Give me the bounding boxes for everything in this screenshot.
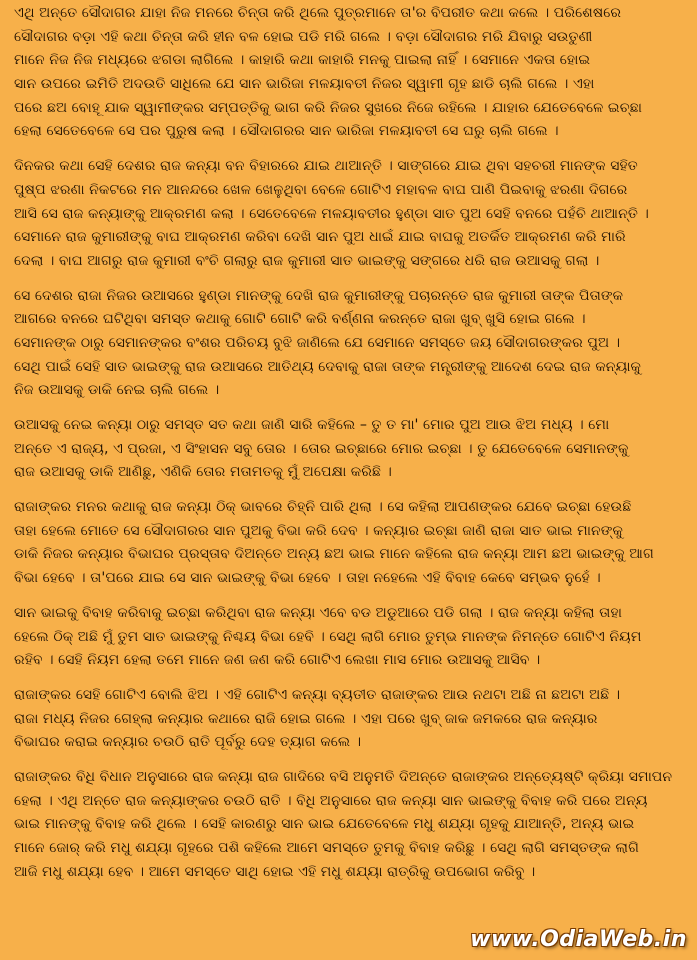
paragraph-line: ରାଜ ଉଆସକୁ ଡାକି ଆଣିଛୁ, ଏଣିକି ତୋର ମତାମତକୁ ମୁଁ ଅପେକ୍ଷା କରିଛି ।: [14, 464, 392, 481]
story-paragraph: [14, 2, 686, 144]
paragraph-line: ମାନେ ଜୋର୍ କରି ମଧୁ ଶଯ୍ୟା ଗୃହରେ ପଶି କହିଲେ ଆମେ ସମସ୍ତେ ତୁମକୁ ବିବାହ କରିଛୁ । ସେଥି ଲାଗି ସମସ୍ତଙ୍କ ଲାଗି: [14, 840, 640, 856]
story-paragraph: [14, 414, 686, 485]
paragraph-line: ହେଲା ସେତେବେଳେ ସେ ପର ପୁରୁଷ କଲା । ସୌଦାଗରର ସାନ ଭାରିଜା ମଳୟାବତୀ ସେ ଘରୁ ଚାଲି ଗଲେ ।: [14, 123, 559, 140]
paragraph-line: ସାନ ଉପରେ ଇମିତି ଅଦଉତି ସାଧିଲେ ଯେ ସାନ ଭାରିଜା ମଳୟାବତୀ ନିଜର ସ୍ୱାମୀ ଗୃହ ଛାଡି ଚାଲି ଗଲେ । ଏହା: [14, 76, 595, 93]
story-paragraph: [14, 285, 686, 403]
story-paragraph: [14, 496, 686, 591]
paragraph-line: ସେମାନଙ୍କ ଠାରୁ ସେମାନଙ୍କର ବଂଶର ପରିଚୟ ବୁଝି ଜାଣିଲେ ଯେ ସେମାନେ ସମସ୍ତେ ଜୟ ସୌଦାଗରଙ୍କର ପୁଅ ।: [14, 334, 621, 351]
paragraph-line: ଦେଲା । ବାଘ ଆଗରୁ ରାଜ କୁମାରୀ ବଂଚି ଗଲାରୁ ରାଜ କୁମାରୀ ସାତ ଭାଇଙ୍କୁ ସଙ୍ଗରେ ଧରି ରାଜ ଉଆସକୁ ଗଲା ।: [14, 252, 600, 269]
paragraph-line: ରହିବ । ସେହି ନିୟମ ହେଲା ତମେ ମାନେ ଜଣ ଜଣ କରି ଗୋଟିଏ ଲେଖା ମାସ ମୋର ଉଆସକୁ ଆସିବ ।: [14, 652, 541, 669]
story-paragraph: [14, 155, 686, 273]
paragraph-line: ଡାକି ନିଜର କନ୍ୟାର ବିଭାଘର ପ୍ରସ୍ତାବ ଦିଅନ୍ତେ ଅନ୍ୟ ଛଅ ଭାଇ ମାନେ କହିଲେ ରାଜ କନ୍ୟା ଆମ ଛଅ ଭାଇଙ୍କୁ ଆଗ: [14, 546, 654, 563]
paragraph-line: ବିଭାଘର କରାଇ କନ୍ୟାର ଚଉଠି ରାତି ପୂର୍ବରୁ ଦେହ ତ୍ୟାଗ କଲେ ।: [14, 734, 362, 751]
paragraph-line: ପୁଷ୍ପ ଝରଣା ନିକଟରେ ମନ ଆନନ୍ଦରେ ଖେଳ ଖେଳୁଥିବା ବେଳେ ଗୋଟିଏ ମହାବଳ ବାଘ ପାଣି ପିଇବାକୁ ଝରଣା ଦିଗରେ: [14, 181, 628, 198]
paragraph-line: ଆଜି ମଧୁ ଶଯ୍ୟା ହେବ । ଆମେ ସମସ୍ତେ ସାଥି ହୋଇ ଏହି ମଧୁ ଶଯ୍ୟା ରାତ୍ରିକୁ ଉପଭୋଗ କରିବୁ ।: [14, 863, 536, 880]
paragraph-line: ସେଥି ପାଇଁ ସେହି ସାତ ଭାଇଙ୍କୁ ରାଜ ଉଆସରେ ଆତିଥ୍ୟ ଦେବାକୁ ରାଜା ତାଙ୍କ ମନ୍ତ୍ରୀଙ୍କୁ ଆଦେଶ ଦେଇ ରାଜ କନ୍ୟାକୁ: [14, 358, 642, 375]
paragraph-line: ହେଲେ ଠିକ୍ ଅଛି ମୁଁ ତୁମ ସାତ ଭାଇଙ୍କୁ ନିଶ୍ଚୟ ବିଭା ହେବି । ସେଥି ଲାଗି ମୋର ତୁମ୍ଭ ମାନଙ୍କ ନିମନ୍ତେ ଗୋଟିଏ ନିୟମ: [14, 628, 642, 645]
paragraph-line: ରାଜାଙ୍କର ବିଧି ବିଧାନ ଅନୁସାରେ ରାଜ କନ୍ୟା ରାଜ ଗାଦିରେ ବସି ଅନୁମତି ଦିଅନ୍ତେ ରାଜାଙ୍କର ଅନ୍ତ୍ୟେଷ୍ଟି କ୍ରିୟା ସମାପନ: [14, 768, 673, 785]
paragraph-line: ଅନ୍ତେ ଏ ରାଜ୍ୟ, ଏ ପ୍ରଜା, ଏ ସିଂହାସନ ସବୁ ତୋର । ତୋର ଇଚ୍ଛାରେ ମୋର ଇଚ୍ଛା । ତୁ ଯେତେବେଳେ ସେମାନଙ୍କୁ: [14, 440, 629, 457]
paragraph-line: ସେମାନେ ରାଜ କୁମାରୀଙ୍କୁ ବାଘ ଆକ୍ରମଣ କରିବା ଦେଖି ସାନ ପୁଅ ଧାଇଁ ଯାଇ ବାଘକୁ ଅତର୍କିତ ଆକ୍ରମଣ କରି ମାରି: [14, 229, 626, 246]
story-paragraph: [14, 684, 686, 755]
paragraph-line: ଦିନକର କଥା ସେହି ଦେଶର ରାଜ କନ୍ୟା ବନ ବିହାରରେ ଯାଇ ଥାଆନ୍ତି । ସାଙ୍ଗରେ ଯାଇ ଥିବା ସହଚରୀ ମାନଙ୍କ ସହିତ: [14, 158, 638, 175]
paragraph-line: ନିଜ ଉଆସକୁ ଡାକି ନେଇ ଚାଲି ଗଲେ ।: [14, 382, 220, 399]
paragraph-line: ବିଭା ହେବେ । ତା'ପରେ ଯାଇ ସେ ସାନ ଭାଇଙ୍କୁ ବିଭା ହେବେ । ତାହା ନହେଲେ ଏହି ବିବାହ କେବେ ସମ୍ଭବ ନୁହେଁ ।: [14, 570, 601, 587]
story-document: [14, 2, 686, 895]
story-paragraph: [14, 766, 686, 884]
paragraph-line: ରାଜାଙ୍କର ମନର କଥାକୁ ରାଜ କନ୍ୟା ଠିକ୍ ଭାବରେ ଚିହ୍ନି ପାରି ଥିଲା । ସେ କହିଲା ଆପଣଙ୍କର ଯେବେ ଇଚ୍ଛା ହେଉଛି: [14, 499, 632, 516]
paragraph-line: ଆସି ସେ ରାଜ କନ୍ୟାଙ୍କୁ ଆକ୍ରମଣ କଲା । ସେତେବେଳେ ମଳୟାବତୀର ହୁଣ୍ଡା ସାତ ପୁଅ ସେହି ବନରେ ପହଁଚି ଥାଆନ୍ତି ।: [14, 205, 649, 222]
paragraph-line: ତାହା ହେଲେ ମୋତେ ସେ ସୌଦାଗରର ସାନ ପୁଅକୁ ବିଭା କରି ଦେବ । କନ୍ୟାର ଇଚ୍ଛା ଜାଣି ରାଜା ସାତ ଭାଇ ମାନଙ୍କୁ: [14, 522, 624, 539]
paragraph-line: ଭାଇ ମାନଙ୍କୁ ବିବାହ କରି ଥିଲେ । ସେହି କାରଣରୁ ସାନ ଭାଇ ଯେତେବେଳେ ମଧୁ ଶଯ୍ୟା ଗୃହକୁ ଯାଆନ୍ତି, ଅନ୍ୟ ଭାଇ: [14, 816, 635, 833]
site-watermark: www.OdiaWeb.in: [470, 927, 687, 952]
paragraph-line: ପରେ ଛଅ ବୋହୂ ଯାକ ସ୍ୱାମୀଙ୍କର ସମ୍ପତ୍ତିକୁ ଭାଗ କରି ନିଜର ସୁଖରେ ନିଜେ ରହିଲେ । ଯାହାର ଯେତେବେଳେ ଇଚ୍ଛା: [14, 99, 643, 116]
paragraph-line: ସାନ ଭାଇକୁ ବିବାହ କରିବାକୁ ଇଚ୍ଛା କରିଥିବା ରାଜ କନ୍ୟା ଏବେ ବଡ ଅଡୁଆରେ ପଡି ଗଲା । ରାଜ କନ୍ୟା କହିଲା ତାହା: [14, 604, 622, 621]
paragraph-line: ଉଆସକୁ ନେଇ କନ୍ୟା ଠାରୁ ସମସ୍ତ ସତ କଥା ଜାଣି ସାରି କହିଲେ – ତୁ ତ ମା' ମୋର ପୁଅ ଆଉ ଝିଅ ମଧ୍ୟ । ମୋ: [14, 417, 610, 433]
paragraph-line: ଆଗରେ ବନରେ ଘଟିଥିବା ସମସ୍ତ କଥାକୁ ଗୋଟି ଗୋଟି କରି ବର୍ଣ୍ଣନା କରନ୍ତେ ରାଜା ଖୁବ୍ ଖୁସି ହୋଇ ଗଲେ ।: [14, 311, 586, 328]
paragraph-line: ରାଜାଙ୍କର ସେହି ଗୋଟିଏ ବୋଲି ଝିଅ । ଏହି ଗୋଟିଏ କନ୍ୟା ବ୍ୟତୀତ ରାଜାଙ୍କର ଆଉ ନଥଟା ଅଛି ନା ଛଅଟା ଅଛି ।: [14, 686, 621, 703]
paragraph-line: ସେ ଦେଶର ରାଜା ନିଜର ଉଆସରେ ହୁଣ୍ଡା ମାନଙ୍କୁ ଦେଖି ରାଜ କୁମାରୀଙ୍କୁ ପଚାରନ୍ତେ ରାଜ କୁମାରୀ ତାଙ୍କ ପିତାଙ୍କ: [14, 287, 624, 304]
paragraph-line: ଏଥି ଅନ୍ତେ ସୌଦାଗର ଯାହା ନିଜ ମନରେ ଚିନ୍ତା କରି ଥିଲେ ପୁତ୍ରମାନେ ତା'ର ବିପରୀତ କଥା କଲେ । ପରିଶେଷରେ: [14, 5, 622, 21]
paragraph-line: ସୌଦାଗର ବଡ଼ା ଏହି କଥା ଚିନ୍ତା କରି ହୀନ ବଳ ହୋଇ ପଡି ମରି ଗଲେ । ବଡ଼ା ସୌଦାଗର ମରି ଯିବାରୁ ସଉତୁଣୀ: [14, 28, 593, 45]
paragraph-line: ରାଜା ମଧ୍ୟ ନିଜର ଗେହ୍ଲା କନ୍ୟାର କଥାରେ ରାଜି ହୋଇ ଗଲେ । ଏହା ପରେ ଖୁବ୍ ଜାକ ଜମକରେ ରାଜ କନ୍ୟାର: [14, 710, 598, 727]
paragraph-line: ହେଲା । ଏଥି ଅନ୍ତେ ରାଜ କନ୍ୟାଙ୍କର ଚଉଠି ରାତି । ବିଧି ଅନୁସାରେ ରାଜ କନ୍ୟା ସାନ ଭାଇଙ୍କୁ ବିବାହ କରି ପରେ ଅନ୍ୟ: [14, 792, 648, 809]
story-paragraph: [14, 602, 686, 673]
paragraph-line: ମାନେ ନିଜ ନିଜ ମଧ୍ୟରେ ଝଗଡା ଲାଗିଲେ । କାହାରି କଥା କାହାରି ମନକୁ ପାଇଲା ନାହିଁ । ସେମାନେ ଏକତା ହୋଇ: [14, 52, 591, 69]
